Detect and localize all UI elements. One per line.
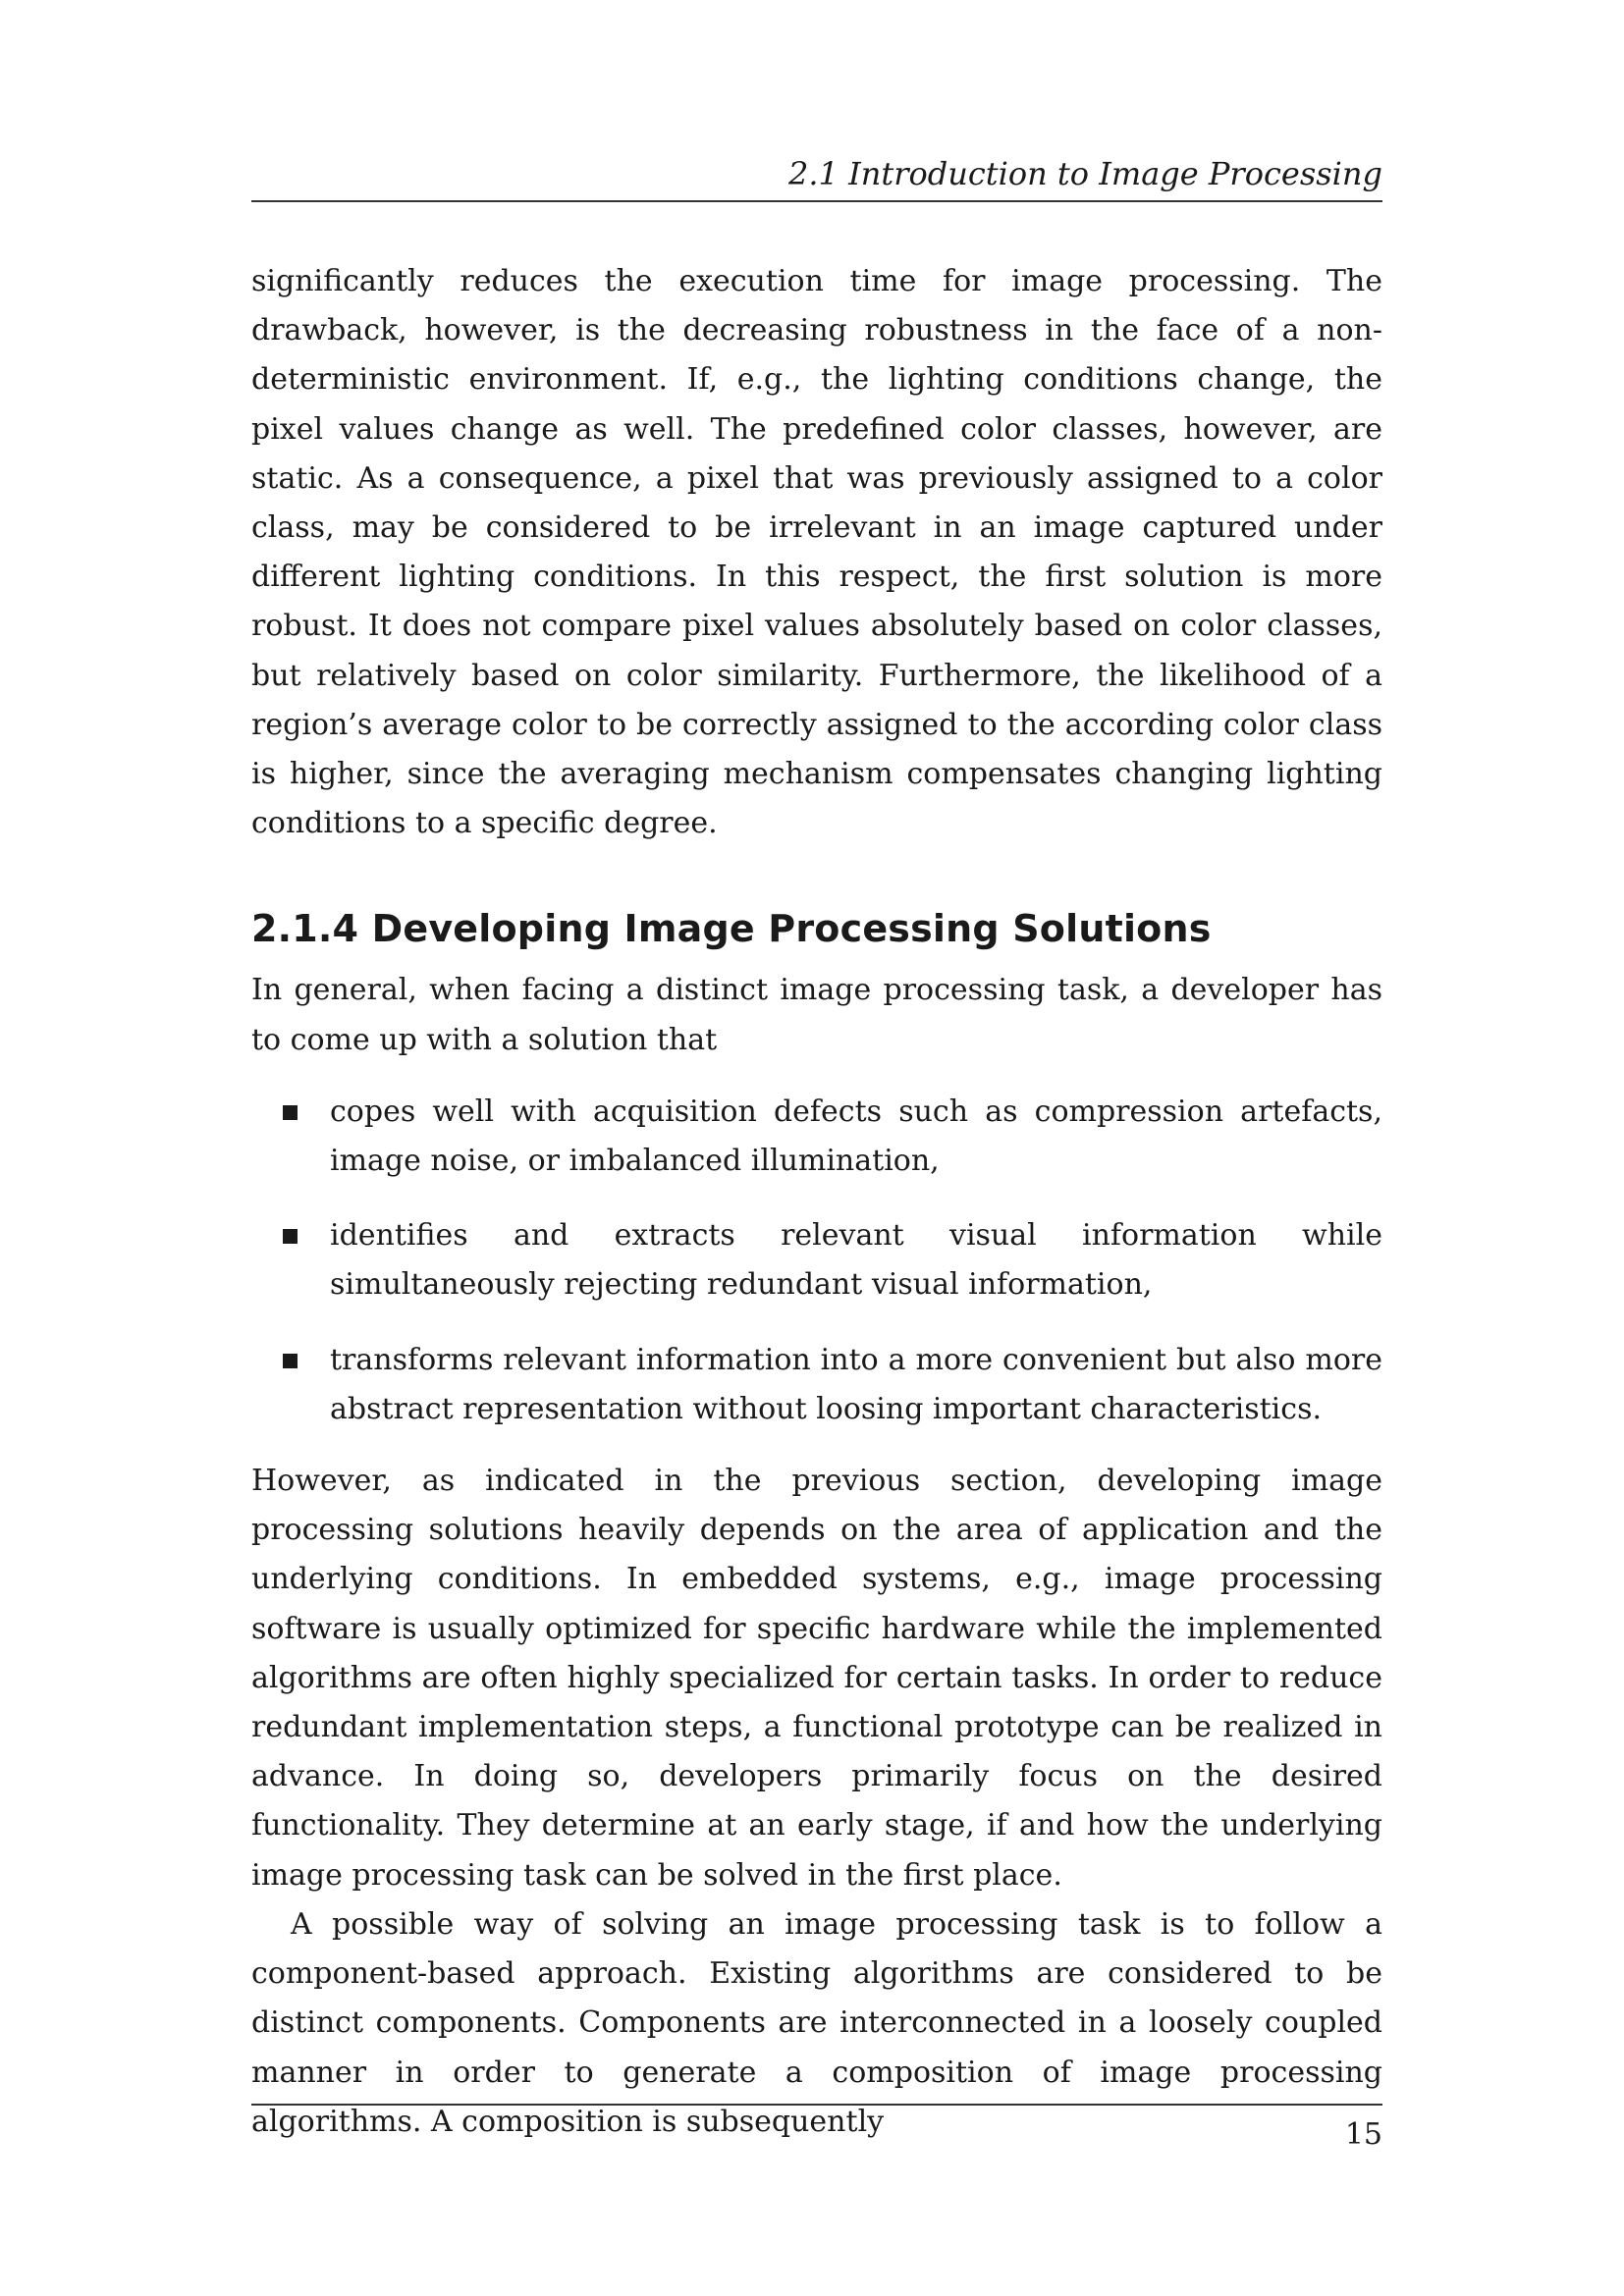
footer-rule xyxy=(251,2104,1382,2106)
page-number: 15 xyxy=(1344,2117,1382,2152)
list-item-text: identifies and extracts relevant visual information while simultaneously rejecting redundant visual information, xyxy=(330,1218,1382,1303)
paragraph: A possible way of solving an image processing task is to follow a component-based approach. Existing algorithms are considered to be distinct components. Components are interconnected in a loosely coupled manner in order to generate a composition of image processing algorithms. A composition is subsequently xyxy=(251,1906,1382,2139)
list-item-text: copes well with acquisition defects such as compression artefacts, image noise, or imbalanced illumination, xyxy=(330,1094,1382,1179)
paragraph: significantly reduces the execution time for image processing. The drawback, however, is the decreasing robustness in the face of a non-deterministic environment. If, e.g., the lighting conditions change, the pixel values change as well. The predefined color classes, however, are static. As a consequence, a pixel that was previously assigned to a color class, may be considered to be irrelevant in an image captured under different lighting conditions. In this respect, the first solution is more robust. It does not compare pixel values absolutely based on color classes, but relatively based on color similarity. Furthermore, the likelihood of a region’s average color to be correctly assigned to the according color class is higher, since the averaging mechanism compensates changing lighting conditions to a specific degree. xyxy=(251,264,1382,841)
square-bullet-icon xyxy=(283,1105,298,1120)
list-item xyxy=(330,1211,1382,1309)
bullet-list xyxy=(251,1088,1382,1434)
list-item xyxy=(330,1336,1382,1434)
paragraph: In general, when facing a distinct image processing task, a developer has to come up with a solution that xyxy=(251,973,1382,1057)
square-bullet-icon xyxy=(283,1354,298,1368)
list-item-text: transforms relevant information into a more convenient but also more abstract representation without loosing important characteristics. xyxy=(330,1342,1382,1426)
list-item xyxy=(330,1088,1382,1186)
running-header: 2.1 Introduction to Image Processing xyxy=(788,155,1382,192)
section-heading: 2.1.4 Developing Image Processing Solutions xyxy=(251,907,1212,951)
square-bullet-icon xyxy=(283,1229,298,1244)
page-body xyxy=(251,257,1382,2147)
paragraph: However, as indicated in the previous section, developing image processing solutions heavily depends on the area of application and the underlying conditions. In embedded systems, e.g., image processing software is usually optimized for specific hardware while the implemented algorithms are often highly specialized for certain tasks. In order to reduce redundant implementation steps, a functional prototype can be realized in advance. In doing so, developers primarily focus on the desired functionality. They determine at an early stage, if and how the underlying image processing task can be solved in the first place. xyxy=(251,1464,1382,1893)
header-rule xyxy=(251,200,1382,202)
